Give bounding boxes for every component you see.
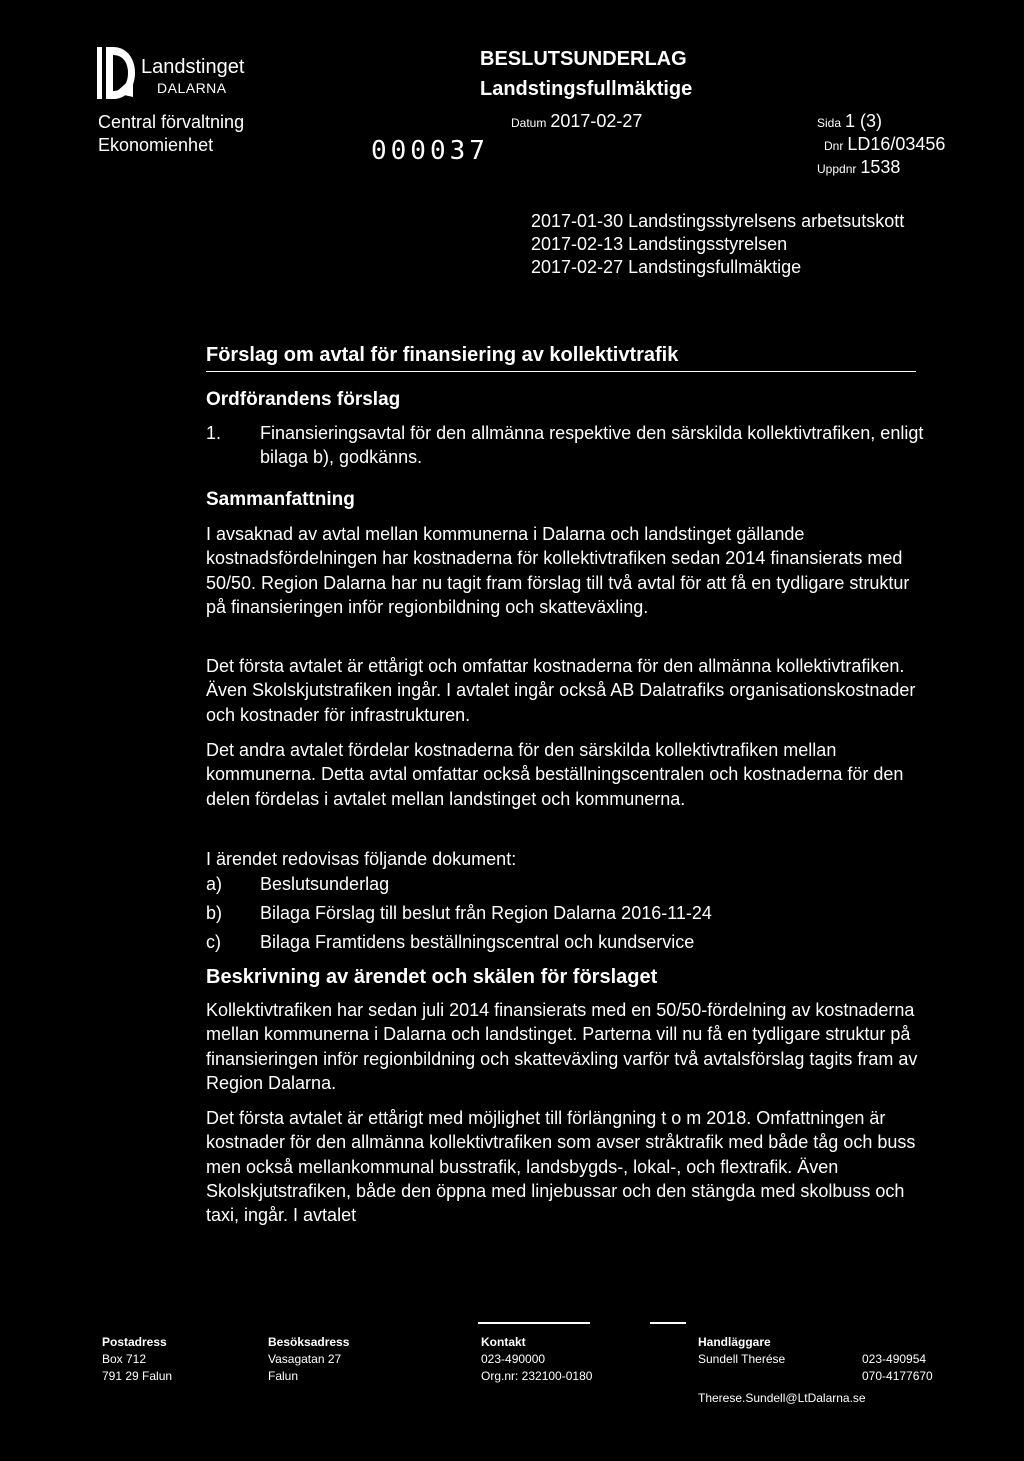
footer-handler-name: Sundell Therése (698, 1352, 786, 1366)
summary-paragraph: I ärendet redovisas följande dokument: (206, 849, 517, 869)
handling-date-row: 2017-01-30 Landstingsstyrelsens arbetsutskott (531, 211, 905, 231)
list-item-text: Bilaga Framtidens beställningscentral och kundservice (260, 932, 695, 952)
list-item-key: b) (206, 903, 223, 923)
handling-date-row: 2017-02-13 Landstingsstyrelsen (531, 234, 788, 254)
unit-line-2: Ekonomienhet (98, 135, 214, 155)
footer-handler (698, 1334, 958, 1407)
document-title: Förslag om avtal för finansiering av kollektivtrafik (206, 344, 679, 366)
footer-contact-orgnr: Org.nr: 232100-0180 (481, 1369, 593, 1383)
doc-type: BESLUTSUNDERLAG (480, 48, 687, 70)
handling-date-row: 2017-02-27 Landstingsfullmäktige (531, 257, 802, 277)
description-heading: Beskrivning av ärendet och skälen för förslaget (206, 966, 658, 988)
list-item (206, 899, 906, 928)
meta-page-value: 1 (3) (845, 111, 883, 131)
meta-date-value: 2017-02-27 (550, 111, 643, 131)
footer-postal-line: Box 712 (102, 1352, 147, 1366)
proposal-item-text: Finansieringsavtal för den allmänna respektive den särskilda kollektivtrafiken, enligt bilaga b), godkänns. (260, 423, 924, 467)
meta-page (817, 111, 882, 132)
list-item-key: c) (206, 932, 221, 952)
title-divider (206, 371, 916, 372)
footer-handler-label: Handläggare (698, 1335, 771, 1349)
footer-postal-line: 791 29 Falun (102, 1369, 173, 1383)
footer-handler-mobile: 070-4177670 (862, 1369, 933, 1383)
footer-visit-line: Falun (268, 1369, 299, 1383)
document-list (206, 870, 906, 957)
footer-handler-row (698, 1368, 958, 1385)
proposal-item-number: 1. (206, 423, 222, 443)
list-item-text: Beslutsunderlag (260, 874, 390, 894)
summary-heading: Sammanfattning (206, 489, 355, 510)
description-paragraph: Det första avtalet är ettårigt med möjlighet till förlängning t o m 2018. Omfattningen är kostnader för den allmänna kollektivtrafiken som avser stråktrafik med både tåg och buss men också mellankommunal busstrafik, landsbygds-, lokal-, och flextrafik. Även Skolskjutstrafiken, både den öppna med linjebussar och den stängda med skolbuss och taxi, ingår. I avtalet (206, 1108, 916, 1226)
footer-contact (481, 1334, 592, 1385)
footer-handler-row (698, 1351, 958, 1368)
footer-visit (268, 1334, 349, 1385)
meta-dnr-value: LD16/03456 (847, 134, 946, 154)
stamp-number: 000037 (371, 136, 489, 166)
footer-handler-email: Therese.Sundell@LtDalarna.se (698, 1391, 866, 1405)
logo-org-name: Landstinget (141, 56, 245, 78)
list-item-key: a) (206, 874, 223, 894)
summary-paragraph: Det andra avtalet fördelar kostnaderna för den särskilda kollektivtrafiken mellan kommunerna. Detta avtal omfattar också beställningscentralen och kostnaderna för den delen fördelas i avtalet mellan landstinget och kommunerna. (206, 740, 904, 809)
meta-date (511, 111, 642, 132)
footer-contact-phone: 023-490000 (481, 1352, 546, 1366)
footer-handler-phone: 023-490954 (862, 1352, 927, 1366)
meta-page-label: Sida (817, 116, 842, 130)
footer-visit-line: Vasagatan 27 (268, 1352, 342, 1366)
list-item (206, 870, 906, 899)
landstinget-logo-icon (97, 47, 135, 99)
footer-postal-label: Postadress (102, 1335, 167, 1349)
meta-dnr (824, 134, 945, 155)
meta-dnr-label: Dnr (824, 139, 844, 153)
summary-paragraph: I avsaknad av avtal mellan kommunerna i Dalarna och landstinget gällande kostnadsfördelningen har kostnaderna för kollektivtrafiken sedan 2014 finansierats med 50/50. Region Dalarna har nu tagit fram förslag till två avtal för att få en tydligare struktur på finansieringen inför regionbildning och skatteväxling. (206, 524, 910, 617)
doc-body: Landstingsfullmäktige (480, 78, 693, 100)
scan-artifact (478, 1322, 590, 1324)
description-paragraph: Kollektivtrafiken har sedan juli 2014 finansierats med en 50/50-fördelning av kostnaderna mellan kommunerna i Dalarna och landstinget. Parterna vill nu få en tydligare struktur på finansieringen inför regionbildning och skatteväxling varför två avtalsförslag tagits fram av Region Dalarna. (206, 1000, 918, 1093)
list-item-text: Bilaga Förslag till beslut från Region Dalarna 2016-11-24 (260, 903, 712, 923)
footer-visit-label: Besöksadress (268, 1335, 350, 1349)
summary-paragraph: Det första avtalet är ettårigt och omfattar kostnaderna för den allmänna kollektivtrafiken. Även Skolskjutstrafiken ingår. I avtalet ingår också AB Dalatrafiks organisationskostnader och kostnader för infrastrukturen. (206, 656, 916, 725)
meta-uppdnr (817, 157, 900, 178)
unit-line-1: Central förvaltning (98, 112, 245, 132)
meta-uppdnr-label: Uppdnr (817, 162, 857, 176)
footer-contact-label: Kontakt (481, 1335, 526, 1349)
proposal-heading: Ordförandens förslag (206, 389, 401, 410)
scan-artifact (650, 1322, 686, 1324)
meta-date-label: Datum (511, 116, 547, 130)
handling-dates (531, 210, 904, 279)
meta-uppdnr-value: 1538 (860, 157, 901, 177)
footer-postal (102, 1334, 172, 1385)
list-item (206, 928, 906, 957)
logo-org-region: DALARNA (157, 80, 227, 96)
